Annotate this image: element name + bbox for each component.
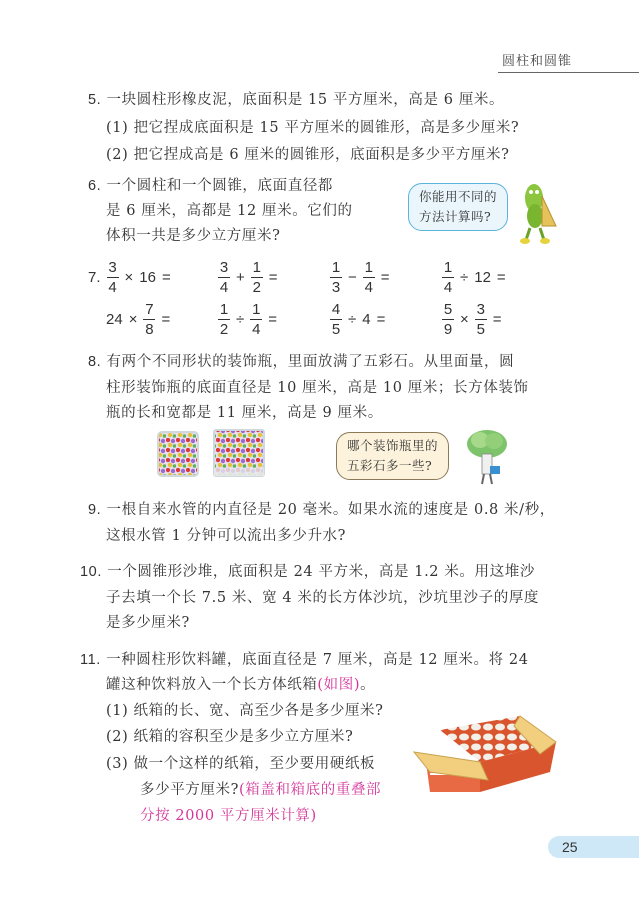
- cabbage-character-icon: [462, 426, 512, 486]
- problem-text: 有两个不同形状的装饰瓶，里面放满了五彩石。从里面量，圆: [106, 354, 515, 370]
- numerator: 5: [443, 301, 453, 318]
- problem-8-line1: [88, 350, 514, 371]
- fraction: [475, 302, 487, 337]
- decorative-vases-image: [156, 428, 266, 480]
- speech-bubble-6: [408, 183, 508, 231]
- problem-11-sub3-cont: [140, 778, 381, 799]
- fraction: [442, 260, 454, 295]
- bubble-text: 方法计算吗?: [419, 209, 492, 224]
- numerator: 3: [108, 259, 117, 276]
- problem-10-line1: [80, 560, 535, 581]
- fraction: [330, 260, 342, 295]
- numerator: 3: [219, 259, 229, 276]
- bubble-text: 哪个装饰瓶里的: [347, 438, 439, 453]
- numerator: 1: [443, 259, 453, 276]
- problem-7-expr-5: [106, 302, 170, 337]
- equals: =: [492, 311, 502, 328]
- problem-9-line1: [88, 498, 555, 519]
- problem-7-expr-1: [88, 260, 171, 295]
- operand: 24: [106, 311, 123, 328]
- overlap-note: (箱盖和箱底的重叠部: [238, 782, 382, 798]
- punctuation: 。: [360, 677, 376, 693]
- denominator: 4: [219, 279, 229, 296]
- problem-10-line2: 子去填一个长 7.5 米、宽 4 米的长方体沙坑，沙坑里沙子的厚度: [106, 590, 540, 606]
- fraction: [143, 302, 155, 337]
- bubble-text: 五彩石多一些?: [347, 458, 433, 473]
- denominator: 5: [331, 321, 341, 338]
- problem-6-line3: 体积一共是多少立方厘米?: [106, 228, 281, 244]
- problem-text: 一块圆柱形橡皮泥，底面积是 15 平方厘米，高是 6 厘米。: [106, 92, 505, 108]
- numerator: 1: [219, 301, 229, 318]
- fraction: [218, 302, 230, 337]
- problem-5-sub2: (2) 把它捏成高是 6 厘米的圆锥形，底面积是多少平方厘米?: [106, 147, 510, 163]
- problem-number: 7.: [88, 269, 101, 286]
- see-figure-note: (如图): [317, 677, 361, 693]
- operator: ×: [124, 269, 134, 286]
- problem-text: 多少平方厘米?: [140, 782, 239, 798]
- problem-11-sub2: (2) 纸箱的容积至少是多少立方厘米?: [106, 729, 354, 745]
- problem-11-sub1: (1) 纸箱的长、宽、高至少各是多少厘米?: [106, 703, 384, 719]
- bubble-text: 你能用不同的: [419, 189, 498, 204]
- fraction: [330, 302, 342, 337]
- pea-character-icon: [512, 176, 558, 246]
- numerator: 4: [331, 301, 341, 318]
- problem-7-expr-7: [330, 302, 385, 337]
- problem-text: 罐这种饮料放入一个长方体纸箱: [106, 677, 318, 693]
- problem-7-expr-4: [442, 260, 506, 295]
- problem-number: 11.: [80, 652, 101, 668]
- equals: =: [268, 269, 278, 286]
- problem-5-sub1: (1) 把它捏成底面积是 15 平方厘米的圆锥形，高是多少厘米?: [106, 120, 520, 136]
- operand: 4: [362, 311, 371, 328]
- denominator: 4: [443, 279, 453, 296]
- problem-8-line3: 瓶的长和宽都是 11 厘米，高是 9 厘米。: [106, 405, 383, 421]
- problem-10-line3: 是多少厘米?: [106, 615, 190, 631]
- problem-6-line2: 是 6 厘米，高都是 12 厘米。它们的: [106, 203, 353, 219]
- problem-5-stem: [88, 88, 504, 109]
- page-number-tab: 25: [548, 836, 639, 858]
- numerator: 1: [364, 259, 373, 276]
- operand: 12: [474, 269, 491, 286]
- fraction: [250, 302, 262, 337]
- problem-9-line2: 这根水管 1 分钟可以流出多少升水?: [106, 528, 347, 544]
- problem-number: 8.: [88, 354, 102, 370]
- problem-number: 5.: [88, 92, 102, 108]
- operator: ×: [128, 311, 138, 328]
- equals: =: [496, 269, 506, 286]
- numerator: 1: [252, 301, 261, 318]
- problem-number: 10.: [80, 564, 102, 580]
- fraction: [442, 302, 454, 337]
- problem-8-line2: 柱形装饰瓶的底面直径是 10 厘米，高是 10 厘米；长方体装饰: [106, 380, 529, 396]
- operator: ÷: [236, 311, 245, 328]
- operator: ÷: [348, 311, 357, 328]
- denominator: 3: [331, 279, 341, 296]
- problem-7-expr-6: [218, 302, 277, 337]
- fraction: [251, 260, 263, 295]
- denominator: 8: [145, 321, 154, 338]
- operator: +: [236, 269, 245, 286]
- speech-bubble-8: [336, 432, 449, 480]
- operand: 16: [139, 269, 156, 286]
- numerator: 3: [476, 301, 485, 318]
- numerator: 1: [331, 259, 341, 276]
- fraction: [363, 260, 375, 295]
- operator: ×: [460, 311, 469, 328]
- denominator: 4: [108, 279, 117, 296]
- equals: =: [376, 311, 386, 328]
- fraction: [218, 260, 230, 295]
- denominator: 4: [252, 321, 261, 338]
- denominator: 2: [252, 279, 261, 296]
- fraction: [107, 260, 119, 295]
- equals: =: [161, 311, 171, 328]
- problem-7-expr-8: [442, 302, 502, 337]
- carton-of-cans-image: [410, 712, 558, 798]
- problem-text: 一根自来水管的内直径是 20 毫米。如果水流的速度是 0.8 米/秒，: [106, 502, 555, 518]
- problem-7-expr-3: [330, 260, 390, 295]
- chapter-header: 圆柱和圆锥: [498, 50, 639, 73]
- problem-text: 一种圆柱形饮料罐，底面直径是 7 厘米，高是 12 厘米。将 24: [106, 652, 529, 668]
- numerator: 7: [145, 301, 154, 318]
- problem-11-line2: [106, 673, 375, 694]
- denominator: 5: [476, 321, 485, 338]
- problem-number: 6.: [88, 178, 102, 194]
- problem-7-expr-2: [218, 260, 278, 295]
- operator: ÷: [460, 269, 469, 286]
- equals: =: [161, 269, 171, 286]
- denominator: 9: [443, 321, 453, 338]
- denominator: 2: [219, 321, 229, 338]
- problem-text: 一个圆柱和一个圆锥，底面直径都: [106, 178, 334, 194]
- numerator: 1: [252, 259, 261, 276]
- operator: −: [348, 269, 357, 286]
- equals: =: [268, 311, 277, 328]
- equals: =: [380, 269, 390, 286]
- problem-text: 一个圆锥形沙堆，底面积是 24 平方米，高是 1.2 米。用这堆沙: [107, 564, 535, 580]
- problem-11-line1: [80, 648, 529, 669]
- denominator: 4: [364, 279, 373, 296]
- problem-number: 9.: [88, 502, 102, 518]
- problem-11-sub3: (3) 做一个这样的纸箱，至少要用硬纸板: [106, 756, 376, 772]
- problem-6-line1: [88, 174, 333, 195]
- overlap-note-cont: 分按 2000 平方厘米计算): [140, 808, 317, 824]
